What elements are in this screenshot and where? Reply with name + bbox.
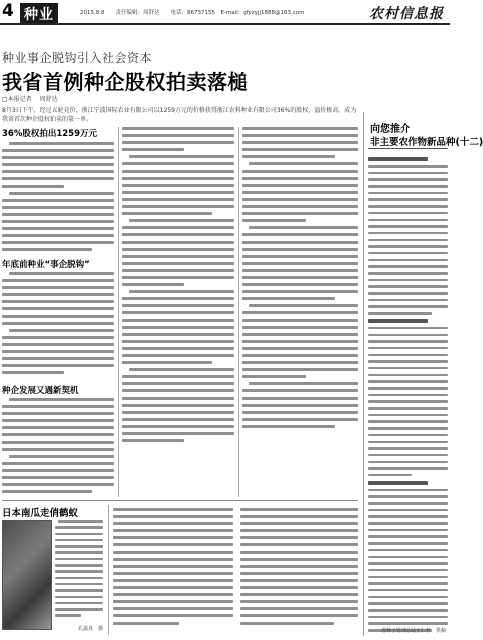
- photo-story-title: 日本南瓜走俏鹤蚁: [2, 508, 79, 519]
- column-divider: [108, 505, 109, 635]
- bottom-column-2: [240, 508, 358, 629]
- article-headline: 我省首例种企股权拍卖落槌: [2, 70, 248, 94]
- sidebar-body: [368, 154, 448, 636]
- column-1-bottom: [2, 398, 114, 497]
- sidebar-variety-column: [363, 112, 483, 636]
- sidebar-footer: 省种子管理总站王仁杯 供稿: [380, 628, 446, 634]
- section-divider: [2, 500, 358, 501]
- page-number: 4: [2, 1, 14, 21]
- masthead: [0, 0, 450, 22]
- sidebar-title: 非主要农作物新品种(十二): [370, 137, 483, 148]
- column-1-top: [2, 142, 114, 256]
- subhead-auction-result: 36%股权拍出1259万元: [2, 129, 98, 139]
- sidebar-kicker: 向您推介: [370, 124, 410, 135]
- newspaper-name: 农村信息报: [369, 6, 444, 22]
- byline-author: 周舒达: [39, 96, 58, 103]
- column-divider: [118, 127, 119, 497]
- issue-meta: 2015.8.8 责任编辑：周舒达 电话：86737155 E-mail：gfyzyjj1888@163.com: [80, 10, 305, 16]
- column-divider: [238, 127, 239, 497]
- bottom-column-1: [113, 508, 233, 629]
- subhead-decoupling: 年底前种业“事企脱钩”: [2, 260, 90, 270]
- article-lead: 8月3日下午，经过五轮竞价，浙江宁波国际农业有限公司以1259万元的价格获得浙江农科种业有限公司36%的股权，溢价极高，成为我省首次种企股权拍卖的第一单。: [2, 107, 357, 123]
- sidebar-rule: [368, 148, 448, 149]
- column-2: [122, 127, 234, 446]
- subhead-new-opportunity: 种企发展又遇新契机: [2, 386, 79, 396]
- photo-caption: [55, 520, 103, 621]
- section-title: 种业: [20, 3, 58, 25]
- masthead-rule: [0, 23, 450, 25]
- pumpkin-photo: [2, 520, 52, 630]
- byline-source: □本报记者: [2, 96, 32, 103]
- column-3: [242, 127, 358, 432]
- photo-credit: 孔露真 摄: [78, 626, 104, 632]
- article-kicker: 种业事企脱钩引入社会资本: [2, 51, 153, 65]
- column-1-mid: [2, 272, 114, 378]
- article-byline: [2, 94, 64, 103]
